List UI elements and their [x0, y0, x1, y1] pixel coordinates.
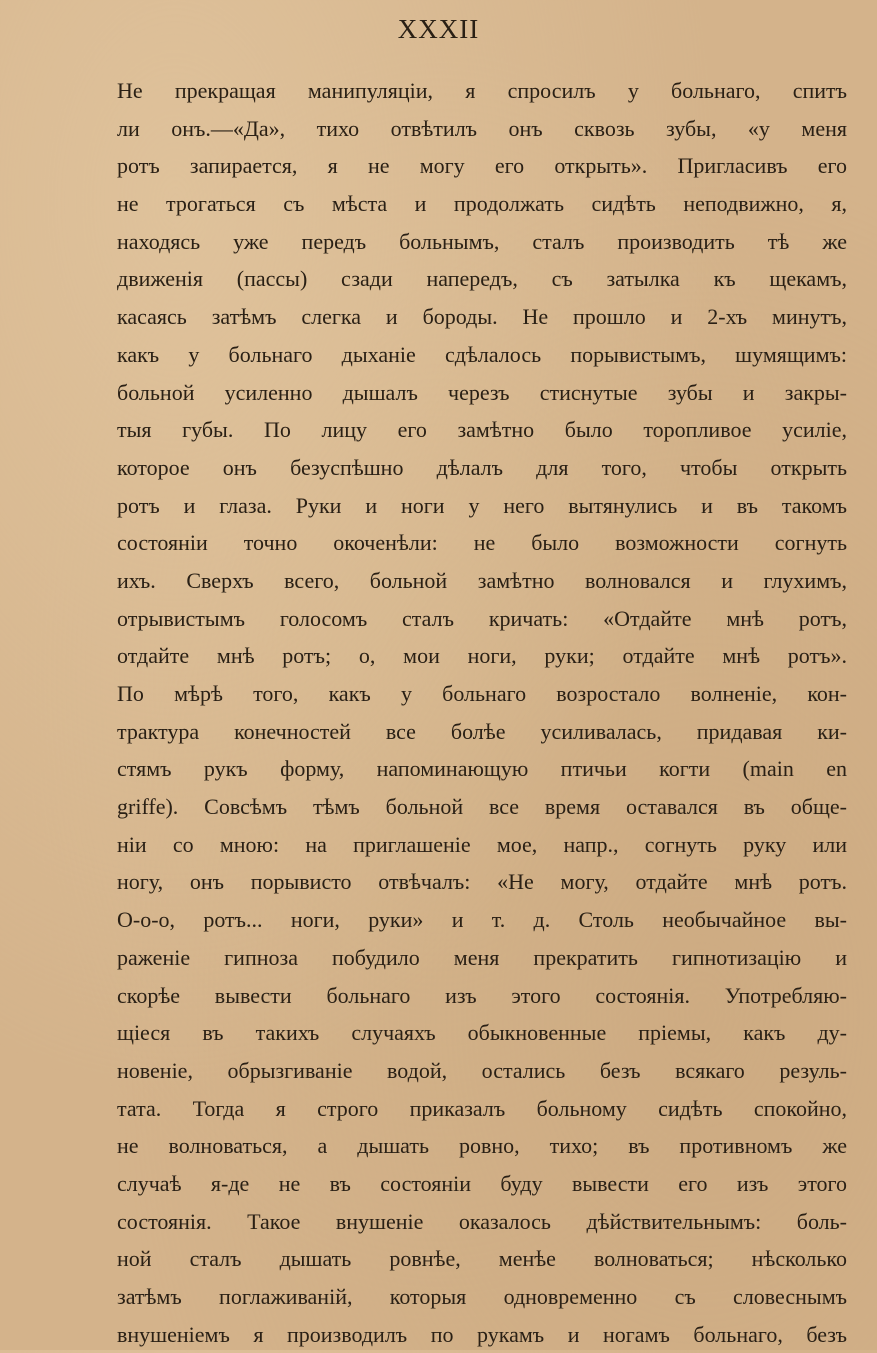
text-line: тата. Тогда я строго приказалъ больному сидѣть спокойно,	[117, 1095, 847, 1121]
text-line: состоянія. Такое внушеніе оказалось дѣйствительнымъ: боль-	[117, 1208, 847, 1234]
text-line: состояніи точно окоченѣли: не было возможности согнуть	[117, 530, 847, 556]
text-line: больной усиленно дышалъ черезъ стиснутые зубы и закры-	[117, 379, 847, 405]
text-line: скорѣе вывести больнаго изъ этого состоянія. Употребляю-	[117, 982, 847, 1008]
text-line: ли онъ.—«Да», тихо отвѣтилъ онъ сквозь зубы, «у меня	[117, 115, 847, 141]
text-line: ной сталъ дышать ровнѣе, менѣе волноваться; нѣсколько	[117, 1246, 847, 1272]
text-line: ногу, онъ порывисто отвѣчалъ: «Не могу, отдайте мнѣ ротъ.	[117, 869, 847, 895]
text-line: которое онъ безуспѣшно дѣлалъ для того, чтобы открыть	[117, 454, 847, 480]
text-line: стямъ рукъ форму, напоминающую птичьи когти (main en	[117, 756, 847, 782]
text-line: касаясь затѣмъ слегка и бороды. Не прошло и 2-хъ минутъ,	[117, 304, 847, 330]
text-line: щіеся въ такихъ случаяхъ обыкновенные пріемы, какъ ду-	[117, 1020, 847, 1046]
text-line: ротъ и глаза. Руки и ноги у него вытянулись и въ такомъ	[117, 492, 847, 518]
text-line: ніи со мною: на приглашеніе мое, напр., согнуть руку или	[117, 831, 847, 857]
text-line: griffe). Совсѣмъ тѣмъ больной все время оставался въ обще-	[117, 794, 847, 820]
text-line: не трогаться съ мѣста и продолжать сидѣть неподвижно, я,	[117, 191, 847, 217]
text-line: трактура конечностей все болѣе усиливалась, придавая ки-	[117, 718, 847, 744]
text-line: ротъ запирается, я не могу его открыть». Пригласивъ его	[117, 153, 847, 179]
text-line: тыя губы. По лицу его замѣтно было торопливое усиліе,	[117, 417, 847, 443]
text-line: Не прекращая манипуляціи, я спросилъ у больнаго, спитъ	[117, 78, 847, 103]
text-line: ихъ. Сверхъ всего, больной замѣтно волновался и глухимъ,	[117, 567, 847, 593]
page-number: XXXII	[397, 14, 480, 44]
text-line: затѣмъ поглаживаній, которыя одновременно съ словеснымъ	[117, 1284, 847, 1309]
text-line: случаѣ я-де не въ состояніи буду вывести его изъ этого	[117, 1170, 847, 1196]
text-line: какъ у больнаго дыханіе сдѣлалось порывистымъ, шумящимъ:	[117, 341, 847, 367]
text-line: отрывистымъ голосомъ сталъ кричать: «Отдайте мнѣ ротъ,	[117, 605, 847, 631]
text-line: О-о-о, ротъ... ноги, руки» и т. д. Столь необычайное вы-	[117, 907, 847, 933]
body-text	[117, 72, 847, 1353]
text-line: новеніе, обрызгиваніе водой, остались безъ всякаго резуль-	[117, 1057, 847, 1083]
text-line: раженіе гипноза побудило меня прекратить гипнотизацію и	[117, 944, 847, 970]
text-line: не волноваться, а дышать ровно, тихо; въ противномъ же	[117, 1133, 847, 1159]
text-line: По мѣрѣ того, какъ у больнаго возростало волненіе, кон-	[117, 681, 847, 706]
text-line: отдайте мнѣ ротъ; о, мои ноги, руки; отдайте мнѣ ротъ».	[117, 643, 847, 669]
text-line: находясь уже передъ больнымъ, сталъ производить тѣ же	[117, 228, 847, 254]
text-line: внушеніемъ я производилъ по рукамъ и ногамъ больнаго, безъ	[117, 1321, 847, 1347]
text-line: движенія (пассы) сзади напередъ, съ затылка къ щекамъ,	[117, 266, 847, 292]
